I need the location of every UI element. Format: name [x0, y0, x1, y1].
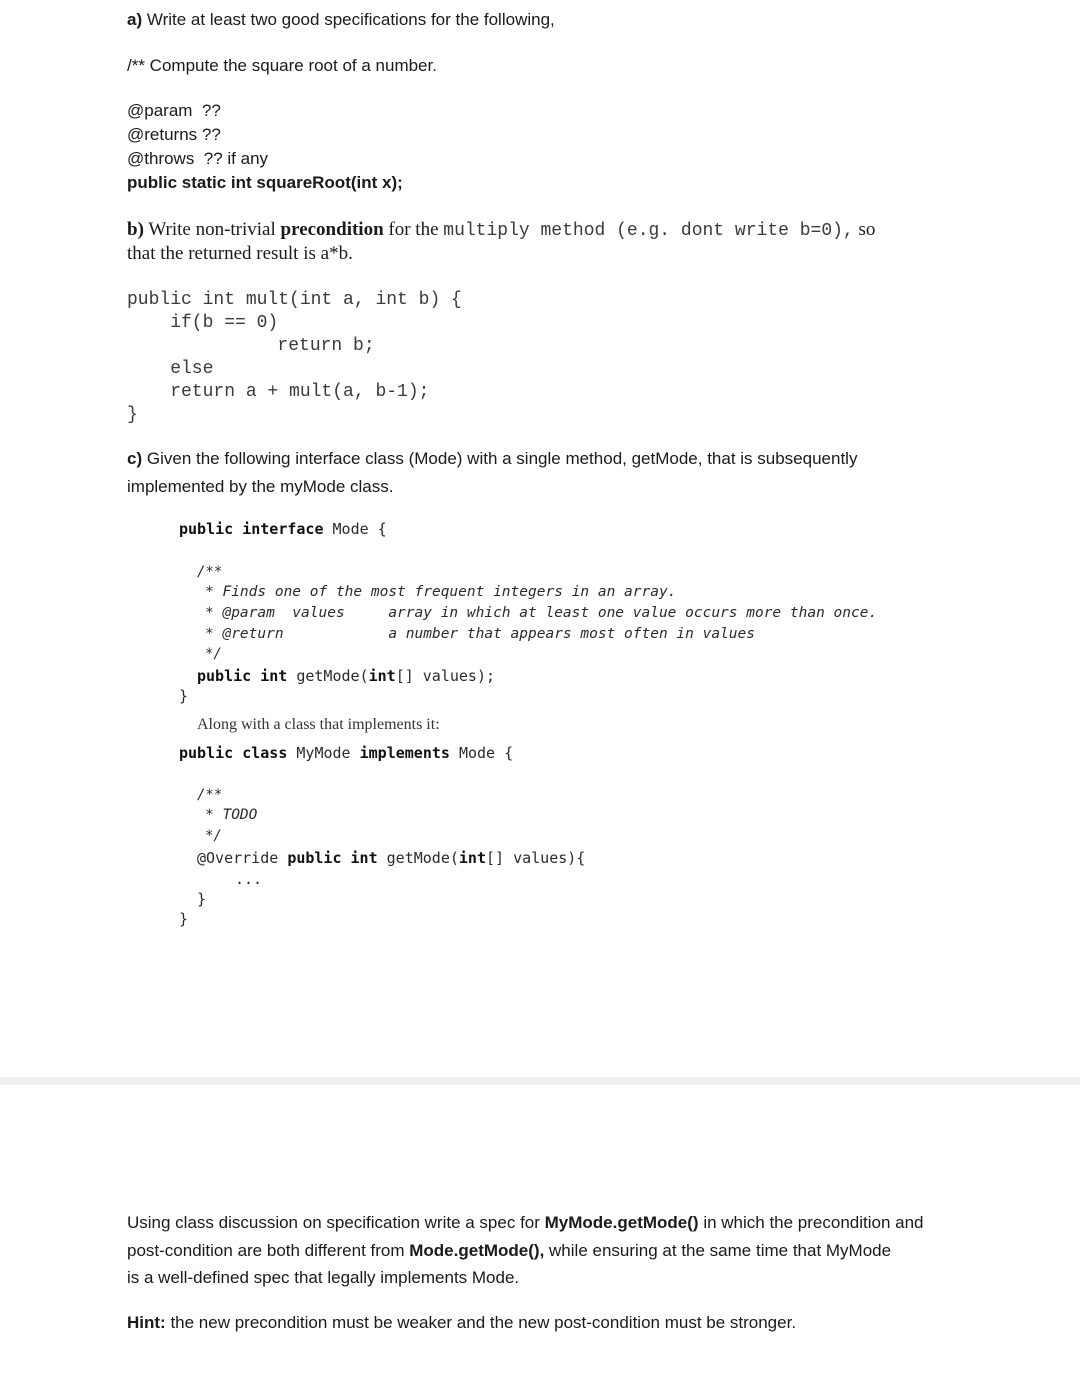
part-c-label: c): [127, 449, 143, 468]
code-line: else: [127, 359, 214, 379]
page-separator: [0, 1077, 1080, 1085]
part-a-label: a): [127, 10, 143, 29]
override-declaration: @Override public int getMode(int[] values){: [197, 849, 586, 867]
part-a-signature: public static int squareRoot(int x);: [127, 173, 403, 192]
doc-comment: /**: [197, 564, 223, 580]
code-line: return a + mult(a, b-1);: [127, 382, 430, 402]
part-b-label: b): [127, 219, 144, 240]
closing-brace: }: [179, 687, 189, 705]
doc-comment: * Finds one of the most frequent integers in an array.: [205, 584, 677, 600]
hint: Hint: the new precondition must be weaker and the new post-condition must be stronger.: [127, 1313, 797, 1332]
doc-comment: * @return a number that appears most often in values: [205, 626, 755, 642]
part-c-prompt-line2: implemented by the myMode class.: [127, 477, 394, 496]
method-declaration: public int getMode(int[] values);: [197, 667, 496, 685]
part-a-returns: @returns ??: [127, 125, 221, 144]
doc-comment: */: [205, 646, 222, 662]
code-line: if(b == 0): [127, 313, 279, 333]
code-line: }: [127, 405, 138, 425]
inner-closing-brace: }: [197, 890, 207, 908]
code-line: return b;: [191, 336, 375, 356]
todo-comment: */: [205, 828, 222, 844]
along-text: Along with a class that implements it:: [197, 716, 440, 733]
doc-comment: * @param values array in which at least one value occurs more than once.: [205, 605, 878, 621]
part-b-prompt-line2: that the returned result is a*b.: [127, 243, 353, 264]
question-line: Using class discussion on specification write a spec for MyMode.getMode() in which the precondition and: [127, 1213, 924, 1232]
interface-declaration: public interface Mode {: [179, 520, 387, 538]
ellipsis: ...: [235, 870, 263, 888]
part-a-param: @param ??: [127, 101, 221, 120]
question-line: is a well-defined spec that legally implements Mode.: [127, 1268, 520, 1287]
part-a-throws: @throws ?? if any: [127, 149, 269, 168]
class-declaration: public class MyMode implements Mode {: [179, 744, 514, 762]
part-a-doc-open: /** Compute the square root of a number.: [127, 56, 437, 75]
todo-comment: /**: [197, 787, 223, 803]
part-c-prompt: c) Given the following interface class (Mode) with a single method, getMode, that is subsequently: [127, 449, 858, 468]
part-a-prompt: a) Write at least two good specifications for the following,: [127, 10, 555, 29]
code-line: public int mult(int a, int b) {: [127, 290, 462, 310]
outer-closing-brace: }: [179, 910, 189, 928]
part-b-prompt: b) Write non-trivial precondition for the multiply method (e.g. dont write b=0), so: [127, 219, 876, 241]
todo-comment: * TODO: [205, 807, 258, 823]
question-line: post-condition are both different from Mode.getMode(), while ensuring at the same time that MyMode: [127, 1241, 892, 1260]
